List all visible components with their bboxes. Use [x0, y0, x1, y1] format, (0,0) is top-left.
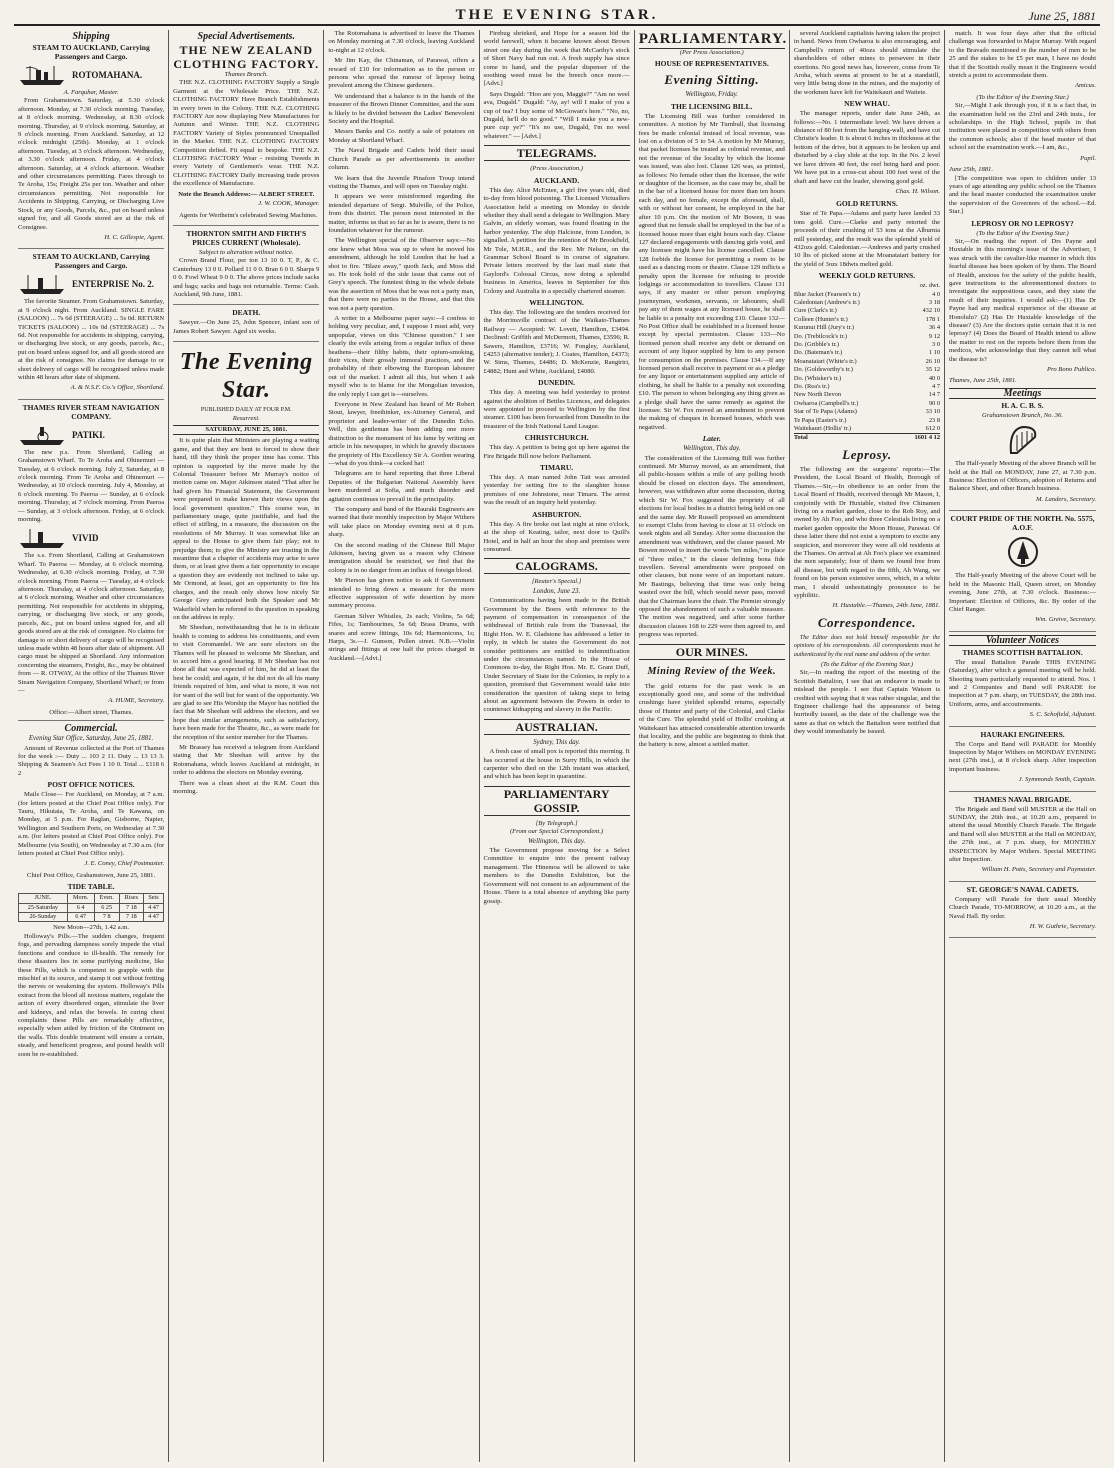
mine-yield: 35 12: [925, 366, 941, 374]
ad-rotomahana: [18, 43, 164, 249]
leader-paragraph: Mr Brassey has received a telegram from Auckland stating that Mr Sheehan will arrive by the Rotomahana, which leaves Auckland at midnight, in order to address the electors on Monday evening.: [173, 744, 320, 777]
telegrams-heading: TELEGRAMS.: [484, 145, 630, 161]
total-value: 1601 4 12: [914, 434, 941, 442]
mine-yield: 432 10: [922, 307, 941, 315]
cadets-signature: H. W. Guthrie, Secretary.: [1029, 923, 1097, 931]
post-office-text: Mails Close— For Auckland, on Monday, at 7 a.m. (for letters posted at the Chief Post Office only). For Tauru, Hikutaia, Te Aroha, and Te Kawana, on Monday, at 5 p.m. For Raglan, Gisborne, Napier, Wellington and Southern Ports, on Wednesday at 7.30 a.m. (for letters posted at Chief Post Office only). For Melbourne (via South), on Wednesday at 7.30 a.m. (for letters posted at Chief Post Office only).: [18, 791, 165, 858]
dateline-timaru: TIMARU.: [540, 463, 574, 473]
leader-paragraph: It is quite plain that Ministers are playing a waiting game, and that they are bent to forced to show their hand, till they think the proper time has come. This opinion is supported by the move made by the Colonial Treasurer before Mr Murray's notice of motion came on. Major Atkinson stated "That after he had given his Financial Statement, the Government were prepared to make known their views upon the local government question." This course was, in parliamentary usage, quite justifiable, and had the effect of stifling, in a measure, the discussion on the resolutions of Mr Murray. It was somewhat like an appeal to the House to give them fair play; not to prejudge them; to give the Ministry are trusting in the meantime that a chapter of accidents may arise to save them, or at least give them a fair opportunity to escape a question they are evidently not inclined to take up. Mr Ormond, at least, got an opportunity to fire his charges, and the result only shows how nicely Sir George Grey anticipated both the Speaker and Mr Wakefield when he referred to the question in speaking on the address in reply.: [173, 437, 320, 621]
tide-cell: 6 25: [94, 903, 119, 912]
leprosy-letter-heading: LEPROSY OR NO LEPROSY?: [971, 218, 1074, 228]
mine-name: Caledonian (Andrew's tr.): [793, 298, 860, 306]
table-row: [794, 400, 940, 408]
gold-returns-text: Star of Te Papa.—Adams and party have landed 33 tons gold. Cure.—Clarke and party retorted the proceeds of their crushing of 53 tons at the Alburnia mill yesterday, and the result was the splendid yield of 432ozs gold. Caledonian.—Andrews and party crushed 10 lbs of picked stone at the Moanataiari battery for the yield of 3ozs 18dwts melted gold.: [793, 210, 941, 268]
hauraki-heading: HAURAKI ENGINEERS.: [980, 729, 1065, 739]
later-heading: Later.: [702, 434, 721, 444]
telegram-text: This day. A meeting was held yesterday to protest against the abolition of Bettles Licences, and delegates were appointed to proceed to Wellington by the first steamer. £100 has been forwarded from Dunedin to the treasurer of the Irish National Land League.: [483, 389, 630, 430]
news-paragraph: A writer in a Melbourne paper says:—I confess to holding very peculiar, and, I suppose I must add, very unpopular, views on this "Chinese question." I see clearly the evils arising from a regular influx of these heathens—their filthy habits, their opium-smoking, their vices, their grossly immoral practices, and the probability of their elbowing the European labourer out of the market. I admit all this, but when I ask myself who is to blame for the Mongolian invasion, the only reply I can get is—ourselves.: [328, 315, 475, 398]
ship-name: ROTOMAHANA.: [72, 69, 143, 80]
table-row: [794, 324, 940, 332]
total-label: Total: [793, 434, 808, 442]
tide-cell: 6 47: [67, 913, 94, 922]
cable-text: Communications having been made to the British Government by the Boers with reference to the payment of compensation in consequence of the withdrawal of British rule from the Transvaal, the Right Hon. W. E. Gladstone has addressed a letter in reply, in which he states the Government do not consider petitioners are entitled to indemnification under the circumstances named. In the House of Commons to-day, the Right Hon. Mr. E. Grant Duff, Under Secretary of State for the Colonies, in reply to a question, promised that Government would take into consideration the question of taking steps to bring about an agreement between the Powers in order to counteract kidnapping and slavery in the Pacific.: [483, 597, 630, 714]
mine-yield: 612 0: [925, 425, 941, 433]
letter-text: match. It was four days after that the official challenge was forwarded to Major Murray. With regard to the Bravado mentioned re the number of men to be 25 and the stakes to be £5 per man, I have no doubt that if the Scottish really mean it the Engineers would stretch a point to accommodate them.: [949, 30, 1097, 80]
nz-clothing-heading: THE NEW ZEALAND CLOTHING FACTORY.: [173, 43, 320, 71]
letter-text: Sir,—Might I ask through you, if it is a fact that, in the examination held on the 23rd and 24th insts., for scholarships in the High School, pupils in that institution were placed in competition with others from the common schools; also if the head master of that school set the examination work.—I am, &c.,: [949, 102, 1097, 152]
news-paragraph: The Wellington special of the Observer says:—No one knew what Moss was up to when he moved his amendment, although he told London that he had a shot to fire. "Blaze away," quoth Jack, and Moss did so. He took hold of the side issue that came out of Grey's speech. The funniest thing in the whole debate was the assertion of Moss that he was not a party man, that there were no parties in the House, and that this was not a party question.: [328, 237, 475, 312]
letter-signature: Amicus.: [1074, 82, 1097, 90]
meetings-heading: Meetings: [949, 388, 1096, 399]
ship-row: [18, 424, 164, 446]
weekly-gold-table: [794, 282, 940, 443]
dateline-wellington: WELLINGTON.: [529, 297, 584, 307]
tide-header: Sets: [143, 894, 163, 903]
tide-cell: 25-Saturday: [19, 903, 68, 912]
mine-name: Do. (Trebilcock's tr.): [793, 332, 847, 340]
death-heading: DEATH.: [232, 308, 261, 318]
ad-enterprise-heading: STEAM TO AUCKLAND, Carrying Passengers and Cargo.: [32, 252, 150, 271]
shipping-heading: Shipping: [72, 31, 110, 42]
post-office-signature: J. E. Coney, Chief Postmaster.: [84, 860, 165, 868]
ship-name: VIVID: [72, 533, 99, 544]
ad-hacbs: [949, 401, 1096, 511]
ad-enterprise-signature: A. & N.S.F. Co.'s Office, Shortland.: [70, 384, 165, 392]
dateline-auckland: AUCKLAND.: [533, 175, 580, 185]
court-signature: Wm. Greive, Secretary.: [1035, 616, 1097, 624]
parliamentary-heading: PARLIAMENTARY.: [638, 31, 788, 47]
mine-yield: 178 1: [925, 315, 941, 323]
column-6: [790, 30, 945, 1462]
table-row: [794, 307, 940, 315]
letter-text: Sir,—On reading the report of Drs Payne and Huxtable in this morning's issue of the Advertiser, I was struck with the cavalier-like manner in which this fearful disease has been spoken of by them. The Board of Health, anxious for the safety of the public health, gave instructions to the aforementioned doctors to investigate the suppositious cases, and they state the result of their inquiries. I would ask:—(1) Has Dr Payne had any medical experience of the disease at Honolulu? (2) Has Dr Huxtable knowledge of the disease? (3) Are the doctors quite certain that it is not leprosy? (4) Does the Board of Health intend to allow the matter to rest on the reports before them from the medicos, who acknowledge that they cannot tell what the disease is?: [949, 237, 1097, 363]
leprosy-text: The following are the surgeons' reports:—The President, the Local Board of Health, Borough of Thames.—Sir,—In obedience to an order from the Local Board of Health, received through Mr Mason, I, conjointly with Dr Huxtable, visited five Chinamen living on a market garden, close to the Rob Roy, and owned by Ah Foo, and who three Celestials living on a market garden opposite the Moon House, Parawai. Of these latter there did not exist a symptom to excite any suspicion, and moreover they were all old residents at the Thames. On arrival at Ah Foo's place we examined the men separately; four of them we found free from all disease, but with regard to the fifth, Ah Wang, we found on his person extensive sores, which, in a white man, I should unhesitatingly pronounce to be syphilitic.: [793, 465, 941, 599]
ad-enterprise-text: The favorite Steamer. From Grahamstown. Saturday, at 9 o'clock night. From Auckland. SINGLE FARE (SALOON) ... 7s 6d (STEERAGE) ... 5s 0d. RETURN TICKETS (SALOON) ... 10s 0d (STEERAGE) ... 7s 6d. Not responsible for accidents in shipping, carrying, or discharging live stock, or any goods, parcels, &c., put on board unless signed for, and all goods stored are at the risk of consignee. No claims for damage to or short delivery of cargo will be recognised unless made within 48 hours after date of shipment.: [18, 298, 165, 381]
naval-signature: William H. Potts, Secretary and Paymaster.: [981, 866, 1097, 874]
gossip-correspondent: (From our Special Correspondent.): [509, 828, 604, 836]
news-paragraph: The company and band of the Hauraki Engineers are warned that their monthly inspection by Major Withers will take place on Monday evening next at 8 p.m. sharp.: [328, 505, 475, 539]
ad-rotomahana-text: From Grahamstown. Saturday, at 5.30 o'clock afternoon. Monday, at 7.30 o'clock morning. Tuesday, at 8 o'clock morning. Wednesday, at 8.30 o'clock morning. Thursday, at 9 o'clock morning. Saturday, at 9 o'clock morning. From Auckland. Saturday, at 12 o'clock midnight (25th). Monday, at 1 o'clock afternoon. Tuesday, at 3 o'clock afternoon. Wednesday, at 3.30 o'clock afternoon. Friday, at 4 o'clock afternoon. Saturday, at 4 o'clock afternoon. Weather and other circumstances permitting. Fares through to Te Aroha, 15s; Freight 25s per ton. Weather and other circumstances permitting. Not responsible for Accidents in Shipping, Carrying, or Discharging Live Stock, or any Goods, Parcels, &c., put on board unless signed for, and all Goods stored are at the risk of Consignee.: [18, 97, 165, 231]
thornton-subheading: Subject to alteration without notice.: [198, 248, 294, 256]
tide-cell: 7 8: [94, 913, 119, 922]
australian-heading: AUSTRALIAN.: [484, 719, 630, 735]
motto: Resurrexi.: [232, 414, 260, 422]
correspondence-heading: Correspondence.: [817, 614, 917, 630]
telegram-text: This day. A man named John Tait was arrested yesterday for setting fire to the slaughter house premises of one Johnstone, near Timaru. The arrest was the result of an inquiry held yesterday.: [483, 474, 630, 507]
table-row: [19, 894, 164, 903]
cable-text: A fresh case of small pox is reported this morning. It has occurred at the house in Surry Hills, in which the carpenter who died on the 12th instant was attacked, and which has been kept in quarantine.: [483, 748, 630, 781]
masthead: [14, 6, 1100, 26]
column-5: [635, 30, 790, 1462]
ad-enterprise: [18, 252, 164, 399]
telegram-text: This day. A fire broke out last night at nine o'clock, at the shop of Keating, tailor, next door to Quill's Hotel, and in half an hour the shop and premises were consumed.: [483, 520, 630, 553]
emblem-row: [949, 535, 1096, 569]
press-association: (Press Association.): [530, 165, 583, 173]
thornton-heading: THORNTON SMITH AND FIRTH'S PRICES CURRENT (Wholesale).: [186, 228, 307, 247]
mine-name: Waitekauri (Hollis' tr.): [793, 425, 852, 433]
leader-paragraph: There was a clean sheet at the R.M. Court this morning.: [173, 779, 320, 796]
ad-rotomahana-signature: H. C. Gillespie, Agent.: [104, 233, 165, 241]
nz-clothing-branch: Thames Branch.: [224, 71, 268, 78]
mine-name: Do. (Whisker's tr.): [793, 374, 842, 382]
news-paragraph: We understand that a balance is in the hands of the treasurer of the Brown Dinner Committee, and the sum is likely to be divided between the Ladies' Benevolent Society and the Hospital.: [328, 92, 475, 126]
telegram-text: This day. The following are the tenders received for the Morrinsville contract of the Waikato-Thames Railway — Accepted: W. Lovett, Hamilton, £3494. Declined: Griffith and McDermott, Thames, £3596; R. Sawers, Hamilton, £3716; W. Fongley, Auckland, £4253 (alternative tender); J. Coates, Hamilton, £4373; W. Sims, Thames, £4486; D. McKenzie, Rangiriri, £4882; Hunt and White, Auckland, £4080.: [483, 308, 630, 375]
mine-yield: 3 18: [928, 298, 941, 306]
nz-clothing-text: THE N.Z. CLOTHING FACTORY Supply a Single Garment at the Wholesale Price. THE N.Z. CLOTHING FACTORY Have Branch Establishments in every town in the Colony. THE N.Z. CLOTHING FACTORY Are now displaying New Manufactures for Autumn and Winter. THE N.Z. CLOTHING FACTORY Variety of Styles pronounced Unequalled in the Market. THE N.Z. CLOTHING FACTORY Competition defied. Fit equal to bespoke. THE N.Z. CLOTHING FACTORY Wear - resisting Tweeds in every Variety of Gentlemen's wear. THE N.Z. CLOTHING FACTORY Daily increasing trade proves the excellence of Manufacture.: [173, 79, 320, 188]
table-row: [794, 341, 940, 349]
dateline-london: London, June 23.: [533, 587, 581, 595]
news-paragraph: German Silver Whistles, 2s each; Violins, 5s 6d; Fifes, 1s; Tambourines, 5s 6d; Brass Drums, with snares and screw fittings, 10s 6d; Harmonicons, 1s; Harps, 3s.—J. Gunson, Pollen street. N.B.—Violin strings and fittings at one half the prices charged in Auckland.—[Advt.]: [328, 612, 475, 662]
table-row: [19, 913, 164, 922]
mine-yield: 9 12: [928, 332, 941, 340]
tide-cell: 7 18: [119, 903, 143, 912]
columns: [14, 30, 1100, 1462]
news-paragraph: The Naval Brigade and Cadets hold their usual Church Parade as per advertisements in another column.: [328, 147, 475, 172]
mine-yield: 90 0: [928, 399, 941, 407]
ad-rotomahana-heading: STEAM TO AUCKLAND, Carrying Passengers and Cargo.: [32, 43, 150, 61]
nz-clothing-agents: Agents for Wertheim's celebrated Sewing Machines.: [179, 211, 318, 219]
letter-signature: Pro Bono Publico.: [1047, 366, 1097, 374]
news-paragraph: Says Dugald: "Hoo are you, Maggie?" "Am no weel ava, Dugald." Dugald: "Ay, ay! will I make of you a cup of tea? I buy some of McGowan's here." "No, no, Dugald, he'll do no good." "Will I make you a new-pure cup ye?" "It's no use, Dugald, I'm no weel whatever." — [Advt.]: [483, 90, 630, 140]
evening-sitting-heading: Evening Sitting.: [664, 72, 760, 88]
correspondence-text: Sir,—In reading the report of the meeting of the Scottish Battalion, I see that an endeavor is made to mislead the people. I see that Captain Watson is credited with saying that it was rather singular, and the Engineer challenge had the appearance of being hurriedly issued, as the date of the challenge was the same as that on which the Battalion were notified that they would immediately be issued.: [793, 669, 941, 736]
mine-name: Do. (Gribble's tr.): [793, 341, 840, 348]
mine-yield: 33 10: [925, 408, 941, 416]
letter-to: (To the Editor of the Evening Star.): [976, 93, 1069, 101]
tide-cell: 7 18: [119, 913, 143, 922]
cadets-text: Company will Parade for their usual Monthly Church Parade, TO-MORROW, at 10.20 a.m., at the Naval Hall. By order.: [949, 895, 1097, 920]
post-office-heading: POST OFFICE NOTICES.: [47, 780, 135, 790]
table-row: [794, 433, 940, 442]
mine-name: Owharoa (Campbell's tr.): [793, 399, 859, 407]
thornton-text: Crown Brand Flour, per ton 13 10 0. T, P., & C. Canterbury 13 0 0. Pollard 11 0 0. Bran 6 0 0. Sharps 9 0 0. Fowl Wheat 9 0 0. The above prices include sacks and bags; sacks and bags not returnable. Terms: Cash. Auckland, 9th June, 1881.: [173, 257, 320, 298]
mines-text: several Auckland capitalists having taken the project in hand. News from Owharoa is also encouraging, and Campbell's return of 40ozs should stimulate the shareholders of other mines to persevere in their exertions. No good news has, however, come from Te Aroha, which seems at present to be at a standstill, very little being done in the mines, and the majority of the workmen have left for Waitekauri and Waitete.: [793, 30, 941, 96]
ad-thames-river-heading: THAMES RIVER STEAM NAVIGATION COMPANY.: [22, 402, 160, 421]
table-row: [794, 358, 940, 366]
tide-header: Even.: [94, 894, 119, 903]
nz-clothing-signature: J. W. COOK, Manager.: [258, 200, 320, 208]
hacbs-signature: M. Landers, Secretary.: [1036, 495, 1097, 503]
mine-name: Colleen (Hunter's tr.): [793, 315, 848, 323]
harp-emblem-icon: [1003, 423, 1043, 457]
table-row: [794, 316, 940, 324]
news-paragraph: Mr Jim Kay, the Chinaman, of Parawai, offers a reward of £10 for information as to the person or persons who spread the rumour of leprosy being prevalent among the Chinese gardeners.: [328, 57, 475, 90]
emblem-row: [949, 423, 1096, 457]
tide-cell: 26-Sunday: [19, 913, 68, 922]
hauraki-text: The Corps and Band will PARADE for Monthly Inspection by Major Withers on MONDAY EVENING next (27th inst.), at 8 o'clock sharp. After inspection important business.: [949, 740, 1097, 773]
scottish-text: The usual Battalion Parade THIS EVENING (Saturday), after which a general meeting will be held. Shooting team particularly requested to attend. Nos. 1 and 2 Companies and Band will PARADE for inspection at 7 p.m. sharp, on TUESDAY, the 28th inst. Uniform, arms, and accoutrements.: [949, 658, 1097, 708]
hacbs-heading: H. A. C. B. S.: [1001, 400, 1044, 410]
table-row: [794, 349, 940, 357]
steamship-icon: [18, 527, 68, 549]
table-row: [794, 375, 940, 383]
tide-table: [18, 893, 164, 922]
gossip-dateline: Wellington, This day.: [528, 837, 586, 845]
ad-vivid-text: The s.s. From Shortland, Calling at Grahamstown Wharf. To Paeroa — Monday, at 6 o'clock morning. Wednesday, at 6.30 o'clock morning. Friday, at 7.30 o'clock morning. From Paeroa — Tuesday, at 4 o'clock afternoon. Thursday, at 4 o'clock afternoon. Saturday, at 6 o'clock morning. Weather and other circumstances permitting. Not responsible for accidents in shipping, carrying, or discharging live stock, or any goods, parcels, &c., put on board unless signed for, and all goods stored are at the risk of consignee. No claims for damage to or short delivery of cargo will be recognised unless made within 48 hours after date of shipment. All cargo must be shipped at Shortland. Any information concerning the steamers, Freight, &c., may be obtained from — R. OTWAY, At the office of the Thames River Steam Navigation Company, Shortland Wharf; or from —: [18, 552, 165, 694]
ad-hauraki: [949, 730, 1096, 792]
gold-returns-heading: GOLD RETURNS.: [836, 199, 898, 209]
ad-cadets: [949, 885, 1096, 939]
issue-date: June 25, 1881: [1028, 9, 1096, 23]
column-2: [169, 30, 324, 1462]
commercial-text: Amount of Revenue collected at the Port of Thames for the week :— Duty ... 103 2 11. Duty ... 13 13 3. Shipping & Seamen's Act Fees 1 10 0. Total ... £118 6 2: [18, 744, 165, 777]
forester-emblem-icon: [1003, 535, 1043, 569]
ad-naval: [949, 795, 1096, 882]
table-row: [794, 366, 940, 374]
news-paragraph: On the second reading of the Chinese Bill Major Atkinson, having given us a reason why Chinese immigration should be restricted, we find that the colony is in no danger from an influx of foreign blood.: [328, 541, 475, 574]
table-row: [794, 417, 940, 425]
mine-name: New North Devon: [793, 391, 842, 399]
news-paragraph: Messrs Banks and Co. notify a sale of potatoes on Monday at Shortland Wharf.: [328, 128, 475, 144]
dateline-ashburton: ASHBURTON.: [532, 509, 582, 519]
nz-clothing-address: Note the Branch Address:— ALBERT STREET.: [178, 190, 315, 198]
mine-yield: 23 8: [928, 416, 941, 424]
tide-cell: 6 4: [67, 903, 94, 912]
ad-scottish: [949, 648, 1096, 727]
hauraki-signature: J. Symmonds Smith, Captain.: [1018, 776, 1097, 784]
house-heading: HOUSE OF REPRESENTATIVES.: [654, 59, 769, 69]
news-paragraph: We learn that the Juvenile Pinafore Troup intend visiting the Thames, and will open on Tuesday night.: [328, 174, 475, 190]
table-row: [794, 282, 940, 290]
letter-to: (To the Editor of the Evening Star.): [976, 229, 1069, 237]
mine-yield: 4 0: [932, 290, 941, 298]
mines-heading: OUR MINES.: [639, 644, 785, 660]
dateline-sydney: Sydney, This day.: [533, 738, 581, 746]
evening-star-masthead: The Evening Star.: [179, 349, 313, 404]
gossip-subheading: [By Telegraph.]: [535, 819, 578, 827]
tide-cell: 4 47: [143, 913, 163, 922]
ad-patiki-text: The new p.s. From Shortland, Calling at Grahamstown Wharf. To Te Aroha and Ohinemuri — Tuesday, at 6 o'clock morning. July 2, Saturday, at 8 o'clock morning. From Te Aroha and Ohinemuri — Wednesday, at 10 o'clock morning. July 4, Monday, at 6 o'clock morning. To Paeroa — Sunday, at 6 o'clock morning. Thursday, at 7 o'clock morning. From Paeroa — Sunday, at 3 o'clock afternoon. Friday, at 6 o'clock morning.: [18, 448, 165, 524]
ad-court-pride: [949, 514, 1096, 631]
tide-header: JUNE.: [19, 894, 68, 903]
steamship-icon: [18, 273, 68, 295]
tide-heading: TIDE TABLE.: [67, 882, 115, 892]
mine-yield: 14 7: [928, 391, 941, 399]
telegram-text: This day. A petition is being got up here against the Fire Brigade Bill now before Parliament.: [483, 444, 630, 460]
table-row: [794, 299, 940, 307]
parliamentary-source: (Per Press Association.): [679, 49, 744, 56]
tide-cell: 4 47: [143, 903, 163, 912]
sitting-dateline: Wellington, Friday.: [685, 91, 738, 99]
news-paragraph: The Rotomahana is advertised to leave the Thames on Monday morning at 7.30 o'clock, leaving Auckland to-night at 12 o'clock.: [328, 30, 475, 54]
later-dateline: Wellington, This day.: [683, 445, 741, 453]
correspondence-to: (To the Editor of the Evening Star.): [820, 661, 914, 668]
news-paragraph: Everyone in New Zealand has heard of Mr Robert Stout, lawyer, freethinker, ex-Attorney General, and proprietor and leader-writer of the Dunedin Echo. Well, this gentleman has been adding one more distinction to the monument of his fame by writing an article in his newspaper, in which he gravely discusses the propriety of His Excellency Sir A. Gordon wearing—what do you think—a cocked hat!: [328, 401, 475, 467]
ad-nz-clothing: [173, 43, 319, 226]
post-office-location: Chief Post Office, Grahamstown, June 25, 1881.: [27, 871, 156, 879]
table-row: [794, 391, 940, 399]
commercial-dateline: Evening Star Office, Saturday, June 25, 1881.: [28, 735, 154, 743]
ship-name: ENTERPRISE No. 2.: [72, 279, 155, 290]
mine-name: Do. (Rea's tr.): [793, 383, 830, 391]
parliamentary-text: The consideration of the Licensing Bill was further continued. Mr Murray moved, as an amendment, that all public-houses within a mile of any polling booth should be closed on election days. The amendment, however, was withdrawn after some discussion, during which Sir W. Fox suggested the propriety of all elections for local bodies in a district being held on one and the same day. Mr Russell proposed an amendment to exempt Clubs from having to close at 11 o'clock on week nights and all Sunday. After some discussion the amendment was withdrawn, and the clause passed. Mr Bowen moved to insert the words "ten miles," in place of "three miles," in the clause defining bona fide travellers. Several amendments were proposed on other clauses, but none were of an important nature. Mr Bastings, believing that time was only being wasted over the bill, which would never pass, moved that the Chairman leave the chair. The Premier strongly opposed the abandonment of such a valuable measure. The motion was negatived, and after some further discussion clauses 168 to 229 were then agreed to, and progress was reported.: [638, 454, 785, 639]
table-row: [19, 903, 164, 912]
editor-note: [The competition was open to children under 13 years of age attending any public school on the Thames and the head master conducted the examination under the supervision of the Governors of the school.—Ed. Star.]: [949, 174, 1097, 216]
gossip-heading: PARLIAMENTARY GOSSIP.: [484, 786, 630, 816]
news-paragraph: Firebug shrieked, and Hope for a season bid the world farewell, when it became known about Brown street one day during the week that McCarthy's stock of Short Navy had run out. A fresh supply has since come to hand, and the popular dispenser of the soothing weed must be the breech once more.—[Advt.]: [483, 30, 630, 88]
letter-date: Thames, June 25th, 1881.: [949, 377, 1017, 385]
whau-heading: NEW WHAU.: [844, 99, 890, 109]
weekly-gold-heading: WEEKLY GOLD RETURNS.: [818, 271, 916, 281]
letter-date: June 25th, 1881.: [949, 166, 993, 174]
mines-text: The gold returns for the past week is an exceptionally good one, and some of the individual crushings have yielded splendid returns, especially those of Hunter and party of the Colonial, and Clarke of the Cure. The splendid yield of Hollis' crushing at Waitekauri has attracted considerable attention towards that locality, and the public are beginning to think that the battery is now, almost a settled matter.: [638, 682, 785, 749]
paddle-steamer-icon: [18, 424, 68, 446]
mine-yield: 1 10: [928, 349, 941, 357]
mine-name: Cure (Clark's tr.): [793, 307, 837, 315]
moon-phase: New Moon—27th, 1.42 a.m.: [53, 924, 130, 932]
naval-heading: THAMES NAVAL BRIGADE.: [973, 794, 1072, 804]
ad-thames-river-signature: A. HUME, Secretary.: [108, 697, 165, 705]
volunteer-heading: Volunteer Notices: [949, 635, 1096, 646]
calograms-heading: CALOGRAMS.: [484, 558, 630, 574]
leader-date: SATURDAY, JUNE 25, 1881.: [173, 425, 319, 435]
reuters-special: [Reuter's Special.]: [531, 578, 582, 586]
news-paragraph: Telegrams are to hand reporting that three Liberal Deputies of the Bulgarian National Assembly have been murdered at Sofia, and much disorder and agitation continues to prevail in the principality.: [328, 470, 475, 503]
mine-yield: 36 4: [928, 324, 941, 332]
licensing-heading: THE LICENSING BILL.: [671, 101, 753, 111]
tide-header: Morn.: [67, 894, 94, 903]
hacbs-branch: Grahamstown Branch, No. 36.: [982, 411, 1064, 419]
ad-thornton: [173, 229, 319, 305]
court-heading: COURT PRIDE OF THE NORTH. No. 5575, A.O.F.: [950, 514, 1095, 533]
ship-row: [18, 527, 164, 549]
table-row: [794, 425, 940, 433]
mine-name: Kurunui Hill (Jury's tr.): [793, 324, 854, 332]
leader-paragraph: Mr Sheehan, notwithstanding that he is in delicate health is coming to address his constituents, and even to visit Coromandel. We are sure electors on the Thames will be pleased to welcome Mr Sheehan, and to accord him a good hearing. If Mr Sheehan has not done all that was expected of him, he did at least the best he could; and again, if he did not do all his many friends required of him, and what is more, it was not for want of the will but for want of the opportunity. We are glad to see His Worship the Mayor has notified the fact that Mr Sheehan will address the electors, and we hope that similar arrangements, such as satisfactory, have been made for the Theatre, &c., as were made for the reception of the senior member for the Thames.: [173, 624, 320, 741]
column-3: [324, 30, 479, 1462]
tide-header: Rises: [119, 894, 143, 903]
table-row: [794, 333, 940, 341]
court-text: The Half-yearly Meeting of the above Court will be held in the Masonic Hall, Queen street, on Monday evening, June 27th, at 7.30 o'clock. Business:—Important: Election of Officers, &c. By order of the Chief Ranger.: [949, 572, 1097, 613]
mine-name: Te Papa (Easter's tr.): [793, 416, 847, 424]
death-text: Sawyer.—On June 25, John Spencer, infant son of James Robert Sawyer. Aged six weeks.: [173, 319, 320, 335]
table-header: oz. dwt.: [919, 282, 941, 290]
cadets-heading: ST. GEORGE'S NAVAL CADETS.: [966, 884, 1079, 894]
scottish-heading: THAMES SCOTTISH BATTALION.: [962, 647, 1083, 657]
mine-yield: 40 0: [928, 374, 941, 382]
ship-row: [18, 64, 164, 86]
mining-review-heading: Mining Review of the Week.: [647, 665, 776, 677]
holloway-ad: Holloway's Pills.—The sudden changes, frequent fogs, and pervading dampness sorely impede the vital functions and conduce to ill-health. The remedy for these disasters lies in some purifying medicine, like these Pills, which is competent to grapple with the mischief at its source, and stamp it out without fretting the nerves or weakening the system. Holloway's Pills extract from the blood all noxious matters, regulate the action of every disordered organ, stimulate the liver and kidneys, and relax the bowels. In curing chest complaints these Pills are remarkably effective, especially when aided by friction of the Ointment on the walls. This double treatment will ensure a certain, steady, and beneficent progress, and pound health will soon be re-established.: [18, 932, 165, 1058]
ship-name: PATIKI.: [72, 429, 105, 440]
ship-master: A. Farquhar, Master.: [63, 89, 119, 96]
ad-thames-river-office: Office:—Albert street, Thames.: [49, 708, 133, 716]
column-7: [945, 30, 1100, 1462]
newspaper-title: THE EVENING STAR.: [455, 7, 659, 23]
mine-name: Do. (Bateman's tr.): [793, 349, 843, 357]
ship-row: [18, 273, 164, 295]
mine-yield: 3 0: [932, 341, 941, 348]
dateline-dunedin: DUNEDIN.: [538, 378, 576, 388]
mine-name: Blue Jacket (Fearson's tr.): [793, 290, 860, 298]
parliamentary-text: The Licensing Bill was further considered in committee. A motion by Mr Turnbull, that licensing fees be made colonial instead of local revenue, was lost on a division of 5 to 54. A motion by Mr Murray, that packet licenses be treated as colonial revenue, and not the revenue of the locality by which the license was issued, was also lost. Clause 126 was, as printed, as follows: No female other than the licensee, the wife or daughter of the licensee, as the case may be, shall be in the bar of a licensed house for more than ten hours each day, and no female, except the aforesaid, shall, with or without her consent, be employed in the bar after 10 p.m. On the motion of Mr Bowen, it was agreed that no female shall be employed in the bar of a licensed house more than eight hours each day. Clause 127 declared engagements with dancing girls void, and any licensee might have his license cancelled. Clause 128 forbids the license for permitting a room to be used as a dancing room or theatre. Clause 129 inflicts a penalty upon the licensee for refusing to provide lodgings or accommodation to travellers. Clause 131 says, if any master or other person employing journeymen, workmen, servants, or labourers, shall pay any of them wages at any licensed house, he shall be liable to a penalty not exceeding £10. Clause 132—No Post Office shall be established in a licensed house except by special permission. Clause 133—No licensed person shall receive any debt or demand on account of any liquor supplied by him to any person for consumption on the premises. Clause 134.—If any licensed person shall receive in payment or as a pledge for any liquor or entertainment supplied any article of clothing, he shall be liable to a penalty not exceeding £10. The person to whom belonging any thing given as a pledge shall have the same remedy as against the licensee. Sir W. Fox moved an amendment to prevent the making of cheques in licensed houses, which was negatived.: [638, 112, 785, 431]
mine-name: Moanataiari (White's tr.): [793, 357, 857, 365]
table-row: [794, 383, 940, 391]
naval-text: The Brigade and Band will MUSTER at the Hall on SUNDAY, the 26th inst., at 10.20 a.m., prepared to attend the usual Monthly Church Parade. The Brigade and Band will also MUSTER at the Hall on MONDAY, the 27th inst., at 7 p.m. sharp, for MONTHLY INSPECTION by Major Withers. Special MEETING after Inspection.: [949, 805, 1097, 864]
table-row: [794, 291, 940, 299]
column-1: [14, 30, 169, 1462]
special-ads-heading: Special Advertisements.: [197, 31, 295, 42]
leprosy-signature: H. Huxtable.—Thames, 24th June, 1881.: [832, 602, 941, 610]
leprosy-heading: Leprosy.: [842, 446, 892, 462]
gossip-text: The Government propose moving for a Select Committee to enquire into the present railway management. The Hinemoa will be allowed to take members to the Dunedin Exhibition, but the Government will not consent to an adjournment of the House. There is a total absence of anything like party gossip.: [483, 847, 630, 905]
whau-text: The manager reports, under date June 24th, as follows:—No. 1 intermediate level: We have driven a distance of 80 feet from the hanging-wall, and have cut Christie's leader. It is about 6 inches in thickness at the bottom of the drive, but it appears to be broken up and disturbed by a clay slide at the top. In the No. 2 level we have driven 40 feet, the reef being hard and poor. We have put in a cross-cut about 100 feet west of the shaft and have cut the leader, showing good gold.: [793, 110, 941, 185]
column-4: [480, 30, 635, 1462]
ad-thames-river: [18, 403, 164, 721]
mine-name: Star of Te Papa (Adams): [793, 408, 857, 416]
commercial-heading: Commercial.: [64, 723, 118, 735]
table-row: [794, 408, 940, 416]
correspondence-note: The Editor does not hold himself responsible for the opinions of his correspondents. All correspondents must be authenticated by the real name and address of the writer.: [793, 634, 941, 658]
mine-name: Do. (Goldsworthy's tr.): [793, 366, 853, 374]
whau-signature: Chas. H. Wilson.: [895, 187, 941, 195]
mine-yield: 4 7: [932, 383, 941, 391]
death-notice: [173, 308, 319, 342]
hacbs-text: The Half-yearly Meeting of the above Branch will be held at the Hall on MONDAY, June 27, at 7.30 p.m. Business: Election of Officers, adoption of Returns and Balance Sheet, and other Branch business.: [949, 460, 1097, 493]
news-paragraph: Mr Pierson has given notice to ask if Government intended to bring down a measure for the more effective suppression of wife desertion by more summary process.: [328, 577, 475, 610]
news-paragraph: It appears we were misinformed regarding the intended departure of Sergt. Mulville, of the Police, from this district. The person most interested in the matter, informs us that so far as he is aware, there is no foundation whatever for the rumour.: [328, 193, 475, 234]
scottish-signature: S. C. Schofield, Adjutant.: [1029, 711, 1097, 719]
letter-signature: Pupil.: [1080, 154, 1097, 162]
dateline-christchurch: CHRISTCHURCH.: [524, 433, 589, 443]
published-line: PUBLISHED DAILY AT FOUR P.M.: [200, 407, 292, 414]
mine-yield: 26 10: [925, 357, 941, 365]
telegram-text: This day. Alice McEntee, a girl five years old, died to-day from blood poisoning. The Licensed Victuallers Association held a meeting on Monday to decide whether they shall send a delegate to Wellington. Mary Galvin, an elderly woman, was found floating in the harbor yesterday. The ship Halcione, from London, is signalled. A petition for the retention of Mr Brookfield, Mr Tole, M.H.R., and the Rev. Mr Nelson, on the Grammar School Board is in course of signature. Private letters received by the last mail state that Gaylord's Colossal Circus, now doing a splendid business in America, leaves in September for this Colony and Australia in a specially chartered steamer.: [483, 186, 630, 295]
steamship-icon: [18, 64, 68, 86]
